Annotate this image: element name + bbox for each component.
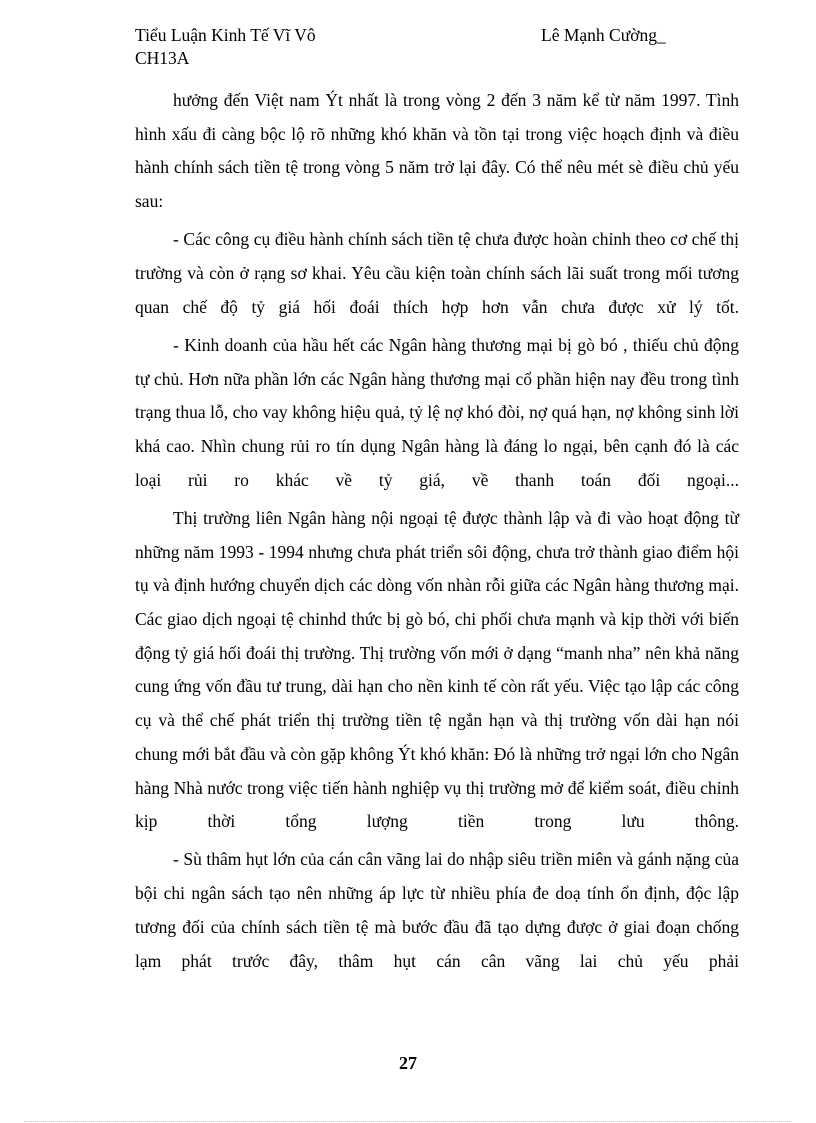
page-number: 27 xyxy=(399,1053,417,1073)
page-header xyxy=(135,24,695,74)
document-title: Tiểu Luận Kinh Tế Vĩ Vô xyxy=(135,25,316,45)
paragraph-4: Thị trường liên Ngân hàng nội ngoại tệ được thành lập và đi vào hoạt động từ những năm 1993 - 1994 nhưng chưa phát triển sôi động, chưa trở thành giao điểm hội tụ và định hướng chuyển dịch các dòng vốn nhàn rỗi giữa các Ngân hàng thương mại. Các giao dịch ngoại tệ chinhd thức bị gò bó, chi phối chưa mạnh và kịp thời với biến động tỷ giá hối đoái thị trường. Thị trường vốn mới ở dạng “manh nha” nên khả năng cung ứng vốn đầu tư trung, dài hạn cho nền kinh tế còn rất yếu. Việc tạo lập các công cụ và thể chế phát triển thị trường tiền tệ ngắn hạn và thị trường vốn dài hạn nói chung mới bắt đầu và còn gặp không Ýt khó khăn: Đó là những trở ngại lớn cho Ngân hàng Nhà nước trong việc tiến hành nghiệp vụ thị trường mở để kiểm soát, điều chỉnh kịp thời tổng lượng tiền trong lưu thông. xyxy=(135,507,739,832)
paragraph-3: - Kinh doanh của hầu hết các Ngân hàng thương mại bị gò bó , thiếu chủ động tự chủ. Hơn nữa phần lớn các Ngân hàng thương mại cổ phần hiện nay đều trong tình trạng thua lỗ, cho vay không hiệu quả, tỷ lệ nợ khó đòi, nợ quá hạn, nợ không sinh lời khá cao. Nhìn chung rủi ro tín dụng Ngân hàng là đáng lo ngại, bên cạnh đó là các loại rủi ro khác về tỷ giá, về thanh toán đối ngoại... xyxy=(135,334,739,490)
document-body xyxy=(135,84,739,983)
author-name: Lê Mạnh Cường_ xyxy=(541,25,666,45)
class-code: CH13A xyxy=(135,48,190,68)
paragraph-2: - Các công cụ điều hành chính sách tiền tệ chưa được hoàn chỉnh theo cơ chế thị trường và còn ở rạng sơ khai. Yêu cầu kiện toàn chính sách lãi suất trong mối tương quan chế độ tỷ giá hối đoái thích hợp hơn vẫn chưa được xử lý tốt. xyxy=(135,229,739,317)
page-bottom-divider xyxy=(24,1121,792,1122)
paragraph-5: - Sù thâm hụt lớn của cán cân vãng lai do nhập siêu triền miên và gánh nặng của bội chi ngân sách tạo nên những áp lực từ nhiều phía đe doạ tính ổn định, độc lập tương đối của chính sách tiền tệ mà bước đầu đã tạo dựng được ở giai đoạn chống lạm phát trước đây, thâm hụt cán cân vãng lai chủ yếu phải xyxy=(135,849,739,971)
paragraph-1: hưởng đến Việt nam Ýt nhất là trong vòng 2 đến 3 năm kể từ năm 1997. Tình hình xấu đi càng bộc lộ rõ những khó khăn và tồn tại trong việc hoạch định và điều hành chính sách tiền tệ trong vòng 5 năm trở lại đây. Có thể nêu mét sè điều chủ yếu sau: xyxy=(135,90,739,212)
